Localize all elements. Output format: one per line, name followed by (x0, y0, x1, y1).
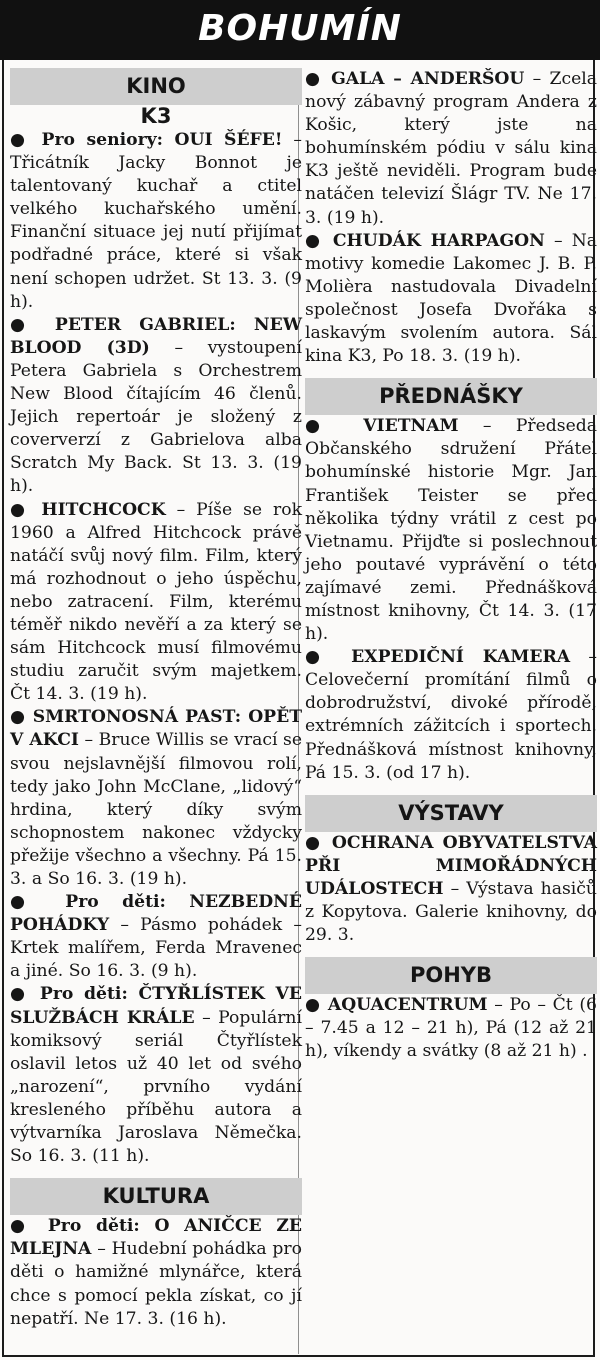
listing-title: VIETNAM (363, 416, 459, 437)
listing-item (10, 129, 302, 314)
section-gap (305, 947, 597, 957)
listing-item (10, 983, 302, 1168)
listing-title: CHUDÁK HARPAGON (332, 230, 545, 251)
listing-text: – Po – Čt (6 – 7.45 a 12 – 21 h), Pá (12 až 21 h), víkendy a svátky (8 až 21 h) . (305, 995, 597, 1062)
listing-title: Pro děti: NEZBEDNÉ POHÁDKY (10, 892, 302, 936)
listing-text: – Na motivy komedie Lakomec J. B. P. Molièra nastudovala Divadelní společnost Josefa Dvořáka s laskavým svolením autora. Sál kina K3, Po 18. 3. (19 h). (305, 230, 598, 367)
bullet-icon: ● (305, 416, 339, 437)
listing-title: AQUACENTRUM (327, 995, 488, 1016)
listing-title: Pro děti: O ANIČCE ZE MLEJNA (10, 1216, 302, 1260)
listing-text: – Předseda Občanského sdružení Přátel bohumínské historie Mgr. Jan František Teister se před několika týdny vrátil z cest po Vietnamu. Přijďte si poslechnout jeho poutavé vyprávění o této zajímavé zemi. Přednášková místnost knihovny, Čt 14. 3. (17 h). (305, 416, 598, 645)
section-heading-kino: KINO (10, 68, 302, 105)
listing-item (305, 68, 597, 230)
listing-item (305, 994, 597, 1063)
masthead (0, 0, 600, 60)
bullet-icon: ● (305, 995, 322, 1016)
section-gap (10, 1168, 302, 1178)
section-heading-prednasky: PŘEDNÁŠKY (305, 378, 597, 415)
listing-text: – Třicátník Jacky Bonnot je talentovaný kuchař a ctitel velkého kuchařského umění. Finanční situace jej nutí přijímat podřadné práce, které si však není schopen udržet. St 13. 3. (9 h). (10, 130, 302, 312)
right-column (305, 68, 597, 1063)
section-heading-kultura: KULTURA (10, 1178, 302, 1215)
listing-text: – Píše se rok 1960 a Alfred Hitchcock právě natáčí svůj nový film. Film, který má rozhodnout o jeho úspěchu, nebo zatracení. Film, kterému téměř nikdo nevěří a za který se sám Hitchcock musí filmovému studiu zaručit svým majetkem. Čt 14. 3. (19 h). (10, 499, 302, 705)
listing-item (305, 415, 597, 646)
bullet-icon: ● (10, 314, 38, 335)
section-heading-pohyb: POHYB (305, 957, 597, 994)
bullet-icon: ● (305, 69, 323, 89)
bullet-icon: ● (305, 647, 333, 668)
listing-item (305, 230, 597, 369)
listing-text: – Zcela nový zábavný program Andera z Košic, který jste na bohumínském pódiu v sálu kina K3 ještě neviděli. Program bude natáčen televizí Šlágr TV. Ne 17. 3. (19 h). (305, 69, 597, 228)
listing-text: – Hudební pohádka pro děti o hamižné mlynářce, která chce s pomocí pekla získat, co jí nepatří. Ne 17. 3. (16 h). (10, 1239, 302, 1329)
bullet-icon: ● (305, 230, 324, 251)
listing-title: PETER GABRIEL: NEW BLOOD (3D) (10, 314, 303, 358)
listing-title: OCHRANA OBYVATELSTVA PŘI MIMOŘÁDNÝCH UDÁLOSTECH (305, 832, 597, 899)
bullet-icon: ● (10, 984, 30, 1005)
listing-title: Pro děti: ČTYŘLÍSTEK VE SLUŽBÁCH KRÁLE (10, 984, 302, 1028)
listing-item (10, 499, 302, 707)
section-heading-vystavy: VÝSTAVY (305, 795, 597, 832)
listing-text: – Pásmo pohádek – Krtek malířem, Ferda Mravenec a jiné. So 16. 3. (9 h). (10, 915, 302, 982)
listing-title: SMRTONOSNÁ PAST: OPĚT V AKCI (10, 707, 302, 751)
listing-text: – Populární komiksový seriál Čtyřlístek oslavil letos už 40 let od svého „narození“, prvního vydání kresleného příběhu autora a výtvarníka Jaroslava Němečka. So 16. 3. (11 h). (10, 1007, 302, 1167)
bullet-icon: ● (10, 707, 27, 728)
listing-text: – Výstava hasičů z Kopytova. Galerie knihovny, do 29. 3. (305, 878, 597, 946)
bullet-icon: ● (10, 130, 31, 150)
listing-text: – Bruce Willis se vrací se svou nejslavnější filmovou rolí, tedy jako John McClane, „lidový“ hrdina, který díky svým schopnostem nakonec vždycky přežije všechno a všechny. Pá 15. 3. a So 16. 3. (19 h). (10, 730, 302, 889)
section-gap (305, 368, 597, 378)
bullet-icon: ● (10, 1216, 34, 1237)
listing-item (10, 1215, 302, 1330)
bullet-icon: ● (305, 832, 324, 853)
section-gap (305, 785, 597, 795)
town-title: BOHUMÍN (198, 8, 402, 49)
listing-title: EXPEDIČNÍ KAMERA (351, 647, 571, 668)
listing-item (305, 832, 597, 947)
listing-item (10, 314, 302, 499)
listing-text: – vystoupení Petera Gabriela s Orchestrem New Blood čítajícím 46 členů. Jejich repertoár je složený z coververzí z Gabrielova alba Scratch My Back. St 13. 3. (19 h). (10, 337, 303, 497)
listing-item (10, 706, 302, 891)
listing-title: Pro seniory: OUI ŠÉFE! (41, 130, 283, 150)
bullet-icon: ● (10, 892, 43, 913)
listing-item (10, 891, 302, 983)
listing-item (305, 646, 597, 785)
listing-title: GALA – ANDERŠOU (331, 69, 525, 89)
left-column (10, 68, 302, 1331)
listing-title: HITCHCOCK (41, 499, 166, 520)
bullet-icon: ● (10, 499, 31, 520)
listing-text: – Celovečerní promítání filmů o dobrodružství, divoké přírodě, extrémních zážitcích i sportech. Přednášková místnost knihovny, Pá 15. 3. (od 17 h). (305, 647, 598, 783)
venue-k3: K3 (140, 104, 172, 128)
